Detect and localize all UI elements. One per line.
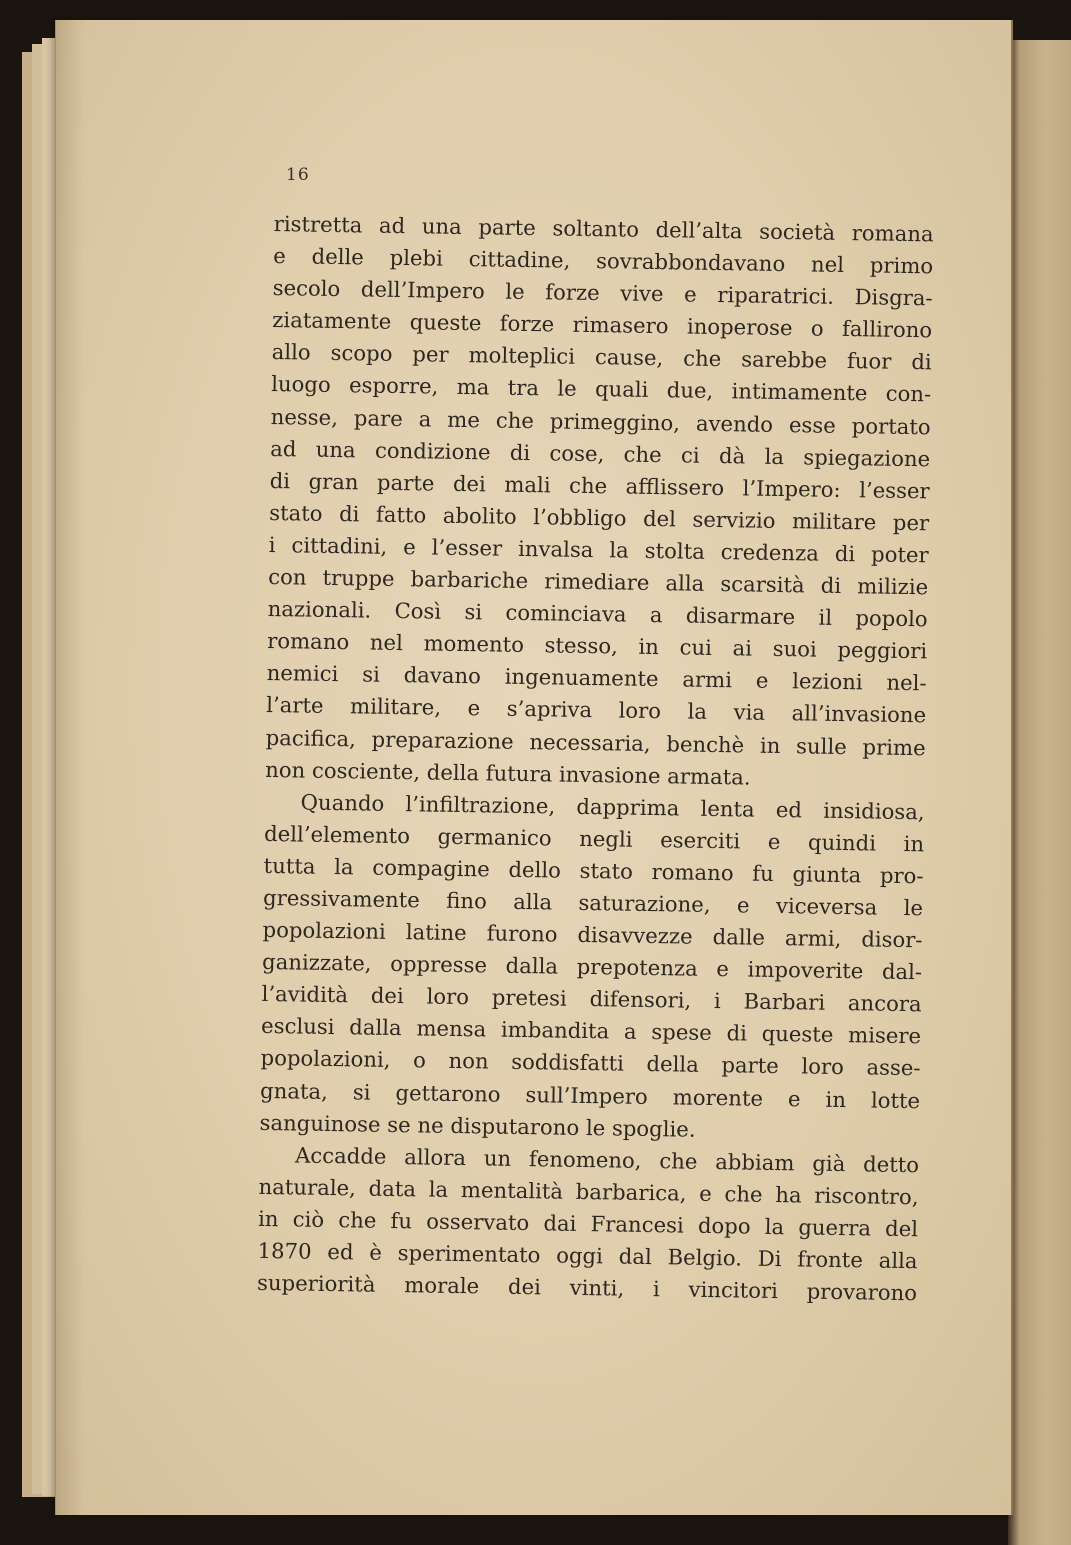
- page-number: 16: [286, 165, 310, 185]
- text-line: pacifica, preparazione necessaria, benchè in sulle prime: [265, 724, 926, 760]
- text-line: nazionali. Così si cominciava a disarmare il popolo: [267, 596, 928, 632]
- text-line: tutta la compagine dello stato romano fu giunta pro-: [263, 852, 924, 889]
- text-line: nesse, pare a me che primeggino, avendo esse portato: [270, 403, 931, 439]
- text-line: non cosciente, della futura invasione armata.: [264, 756, 751, 790]
- text-line: di gran parte dei mali che afflissero l’Impero: l’esser: [269, 467, 930, 504]
- text-line: ad una condizione di cose, che ci dà la spiegazione: [270, 435, 931, 471]
- text-line: dell’elemento germanico negli eserciti e quindi in: [263, 820, 925, 857]
- text-line: sanguinose se ne disputarono le spoglie.: [259, 1109, 696, 1142]
- text-line: Accadde allora un fenomeno, che abbiam già detto: [294, 1142, 920, 1177]
- text-line: gressivamente fino alla saturazione, e viceversa le: [262, 884, 924, 921]
- text-line: Quando l’infiltrazione, dapprima lenta ed insidiosa,: [300, 789, 925, 824]
- text-line: ziatamente queste forze rimasero inoperose o fallirono: [272, 307, 933, 343]
- book-page: [55, 20, 1013, 1515]
- text-line: romano nel momento stesso, in cui ai suoi peggiori: [267, 628, 928, 664]
- text-line: ganizzate, oppresse dalla prepotenza e impoverite dal-: [261, 949, 923, 985]
- facing-page-edge: [1008, 40, 1071, 1545]
- text-line: nemici si davano ingenuamente armi e lezioni nel-: [266, 660, 927, 696]
- text-line: allo scopo per molteplici cause, che sarebbe fuor di: [271, 339, 932, 375]
- text-line: l’avidità dei loro pretesi difensori, i Barbari ancora: [261, 981, 922, 1017]
- text-line: popolazioni latine furono disavvezze dalle armi, disor-: [262, 916, 923, 953]
- text-line: esclusi dalla mensa imbandita a spese di queste misere: [260, 1013, 922, 1049]
- text-line: e delle plebi cittadine, sovrabbondavano nel primo: [273, 243, 934, 279]
- text-line: naturale, data la mentalità barbarica, e che ha riscontro,: [258, 1173, 919, 1210]
- text-line: superiorità morale dei vinti, i vincitori provarono: [256, 1269, 918, 1306]
- text-line: 1870 ed è sperimentato oggi dal Belgio. Di fronte alla: [257, 1237, 918, 1274]
- text-line: l’arte militare, e s’apriva loro la via all’invasione: [265, 692, 927, 728]
- text-line: popolazioni, o non soddisfatti della parte loro asse-: [260, 1045, 921, 1081]
- text-line: gnata, si gettarono sull’Impero morente e in lotte: [259, 1077, 921, 1113]
- body-text: [257, 208, 934, 1309]
- text-line: i cittadini, e l’esser invalsa la stolta credenza di poter: [268, 531, 929, 568]
- text-line: stato di fatto abolito l’obbligo del servizio militare per: [269, 499, 930, 536]
- text-line: con truppe barbariche rimediare alla scarsità di milizie: [268, 563, 929, 600]
- text-line: secolo dell’Impero le forze vive e riparatrici. Disgra-: [272, 275, 933, 311]
- text-line: in ciò che fu osservato dai Francesi dopo la guerra del: [257, 1205, 919, 1242]
- text-line: luogo esporre, ma tra le quali due, intimamente con-: [271, 371, 932, 407]
- text-line: ristretta ad una parte soltanto dell’alta società romana: [273, 210, 934, 247]
